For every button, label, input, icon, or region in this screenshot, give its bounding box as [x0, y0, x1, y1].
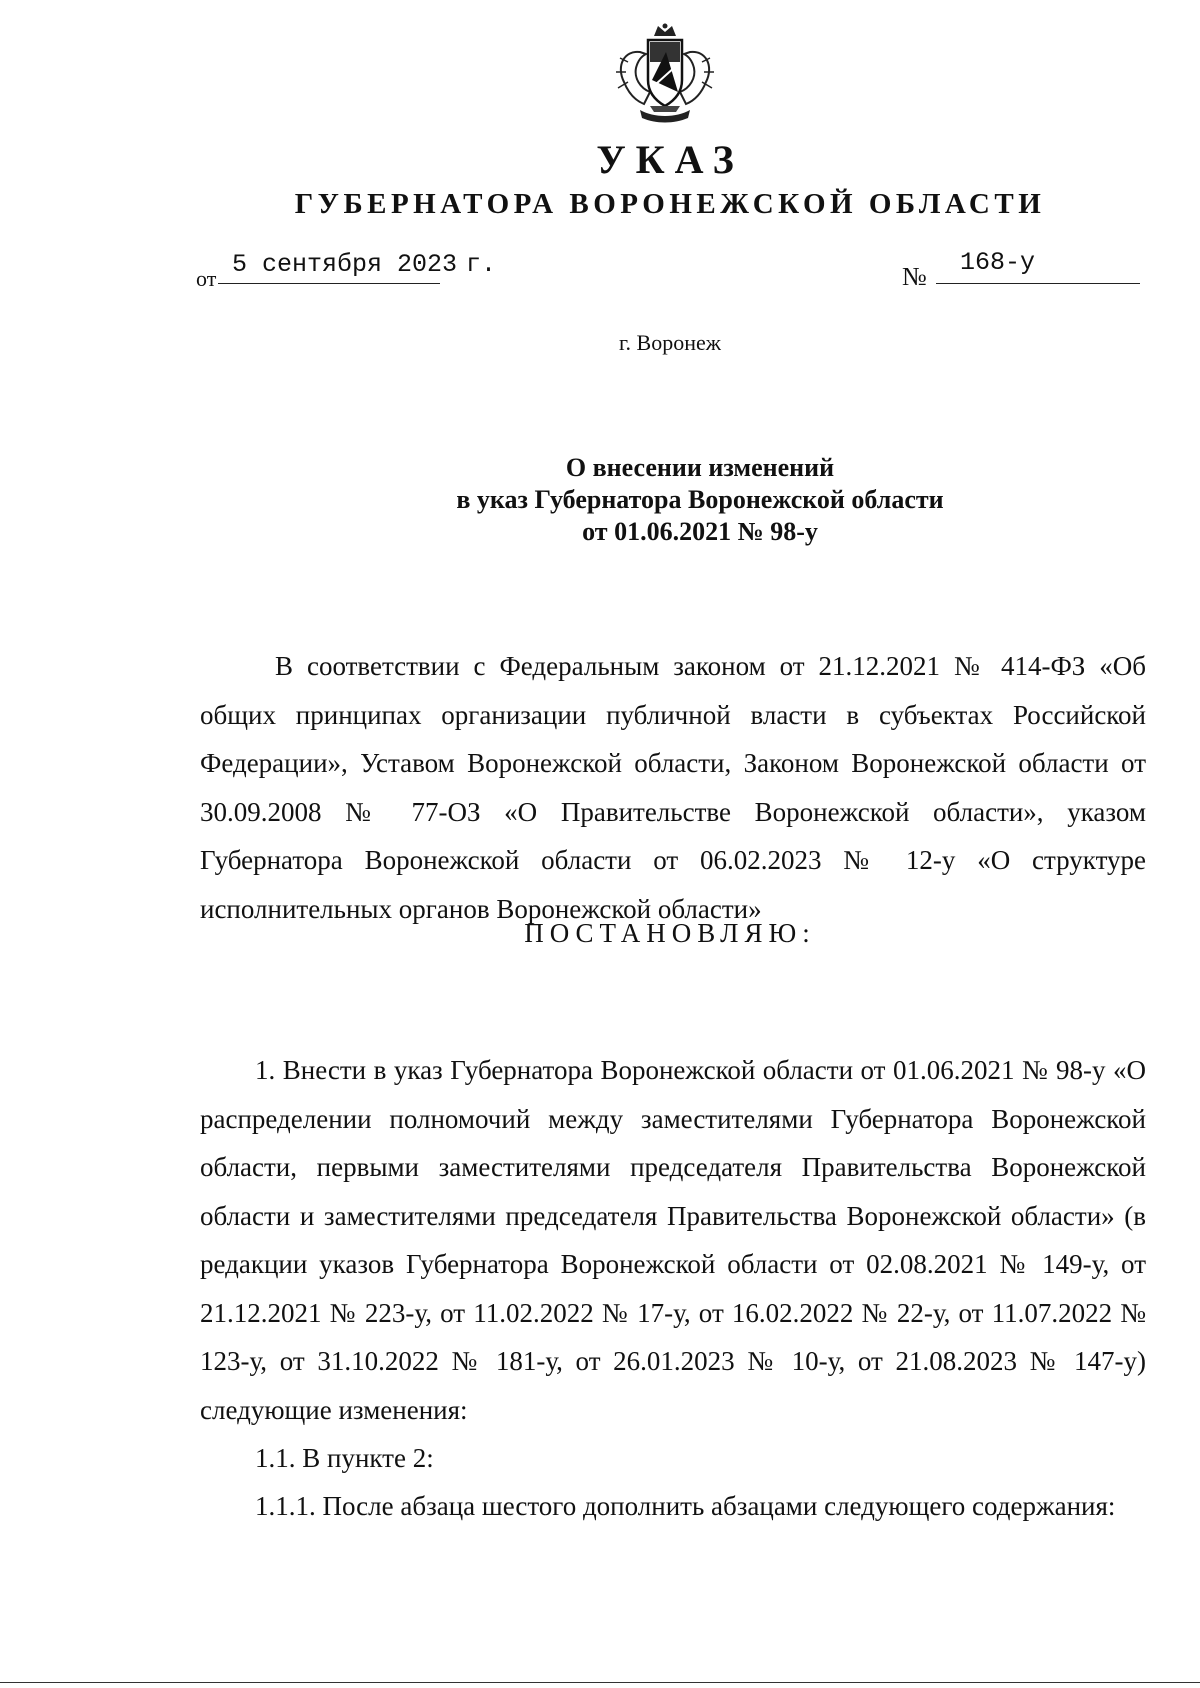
decree-authority: ГУБЕРНАТОРА ВОРОНЕЖСКОЙ ОБЛАСТИ	[294, 188, 1046, 220]
subject-line-1: О внесении изменений	[565, 453, 835, 482]
number-prefix: №	[902, 262, 927, 291]
city-line: г. Воронеж	[619, 330, 721, 355]
subject-line-2: в указ Губернатора Воронежской области	[456, 485, 944, 514]
item-1-1-1-paragraph: 1.1.1. После абзаца шестого дополнить абзацами следующего содержания:	[255, 1491, 1116, 1521]
subject-line-3: от 01.06.2021 № 98-у	[582, 517, 818, 546]
date-prefix: от	[196, 266, 217, 291]
decree-date: 5 сентября 2023	[218, 250, 440, 284]
preamble-paragraph: В соответствии с Федеральным законом от 21.12.2021 № 414-ФЗ «Об общих принципах организации публичной власти в субъектах Российской Федерации», Уставом Воронежской области, Законом Воронежской области от 30.09.2008 № 77-ОЗ «О Правительстве Воронежской области», указом Губернатора Воронежской области от 06.02.2023 № 12-у «О структуре исполнительных органов Воронежской области»	[200, 651, 1146, 924]
page-bottom-rule	[0, 1682, 1200, 1683]
coat-of-arms-icon	[610, 22, 720, 126]
decree-title: УКАЗ	[596, 137, 744, 182]
date-suffix: г.	[466, 250, 497, 279]
resolve-heading: ПОСТАНОВЛЯЮ:	[524, 918, 816, 948]
decree-subject	[380, 452, 1020, 548]
item-1-1-paragraph: 1.1. В пункте 2:	[255, 1443, 434, 1473]
item-1-paragraph: 1. Внести в указ Губернатора Воронежской области от 01.06.2021 № 98-у «О распределении полномочий между заместителями Губернатора Воронежской области, первыми заместителями председателя Правительства Воронежской области и заместителями председателя Правительства Воронежской области» (в редакции указов Губернатора Воронежской области от 02.08.2021 № 149-у, от 21.12.2021 № 223-у, от 11.02.2022 № 17-у, от 16.02.2022 № 22-у, от 11.07.2022 № 123-у, от 31.10.2022 № 181-у, от 26.01.2023 № 10-у, от 21.08.2023 № 147-у) следующие изменения:	[200, 1055, 1146, 1425]
decree-number: 168-у	[936, 248, 1140, 284]
